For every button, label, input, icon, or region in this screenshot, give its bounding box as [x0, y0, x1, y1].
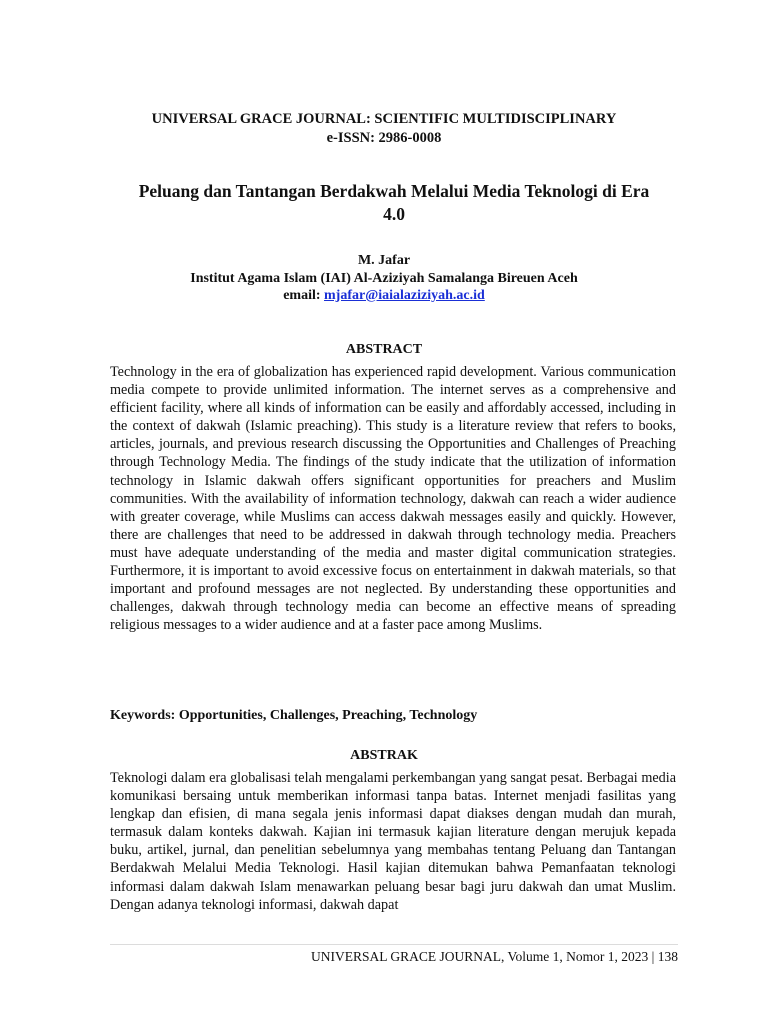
paper-title-line-2: 4.0 [383, 204, 405, 224]
paper-title-line-1: Peluang dan Tantangan Berdakwah Melalui Media Teknologi di Era [138, 181, 650, 201]
journal-header [90, 110, 678, 148]
paper-title [100, 180, 688, 226]
footer-divider [110, 944, 678, 945]
journal-issn: e-ISSN: 2986-0008 [326, 130, 442, 146]
abstrak-text: Teknologi dalam era globalisasi telah mengalami perkembangan yang sangat pesat. Berbagai media komunikasi bersaing untuk memberikan informasi tanpa batas. Internet menjadi fasilitas yang lengkap dan efisien, di mana segala jenis informasi dapat diakses dengan mudah dan murah, termasuk dalam konteks dakwah. Kajian ini termasuk kajian literature dengan merujuk kepada buku, artikel, jurnal, dan penelitian sebelumnya yang membahas tentang Peluang dan Tantangan Berdakwah Melalui Media Teknologi. Hasil kajian ditemukan bahwa Pemanfaatan teknologi informasi dalam dakwah Islam menawarkan peluang besar bagi juru dakwah dan umat Muslim. Dengan adanya teknologi informasi, dakwah dapat [110, 770, 676, 913]
keywords: Keywords: Opportunities, Challenges, Preaching, Technology [110, 708, 478, 723]
author-email-line [90, 287, 678, 305]
email-link[interactable]: mjafar@iaialaziziyah.ac.id [324, 288, 485, 303]
email-label: email: [283, 288, 321, 303]
abstract-text: Technology in the era of globalization has experienced rapid development. Various communication media compete to provide unlimited information. The internet serves as a comprehensive and efficient facility, where all kinds of information can be easily and affordably accessed, including in the context of dakwah (Islamic preaching). This study is a literature review that refers to books, articles, journals, and previous research discussing the Opportunities and Challenges of Preaching through Technology Media. The findings of the study indicate that the utilization of information technology in Islamic dakwah offers significant opportunities for preachers and Muslim communities. With the availability of information technology, dakwah can reach a wider audience with greater coverage, while Muslims can access dakwah messages easily and quickly. However, there are challenges that need to be addressed in dakwah through technology media. Preachers must have adequate understanding of the media and master digital communication strategies. Furthermore, it is important to avoid excessive focus on entertainment in dakwah materials, so that important and profound messages are not neglected. By understanding these opportunities and challenges, dakwah through technology media can become an effective means of spreading religious messages to a wider audience and at a faster pace among Muslims. [110, 364, 676, 634]
abstrak-heading: ABSTRAK [350, 748, 418, 763]
author-block [90, 252, 678, 305]
journal-name: UNIVERSAL GRACE JOURNAL: SCIENTIFIC MULTIDISCIPLINARY [151, 111, 617, 127]
author-name: M. Jafar [357, 253, 411, 268]
author-affiliation: Institut Agama Islam (IAI) Al-Aziziyah Samalanga Bireuen Aceh [190, 270, 578, 286]
page-footer: UNIVERSAL GRACE JOURNAL, Volume 1, Nomor 1, 2023 | 138 [311, 949, 678, 964]
abstract-heading: ABSTRACT [345, 342, 423, 357]
